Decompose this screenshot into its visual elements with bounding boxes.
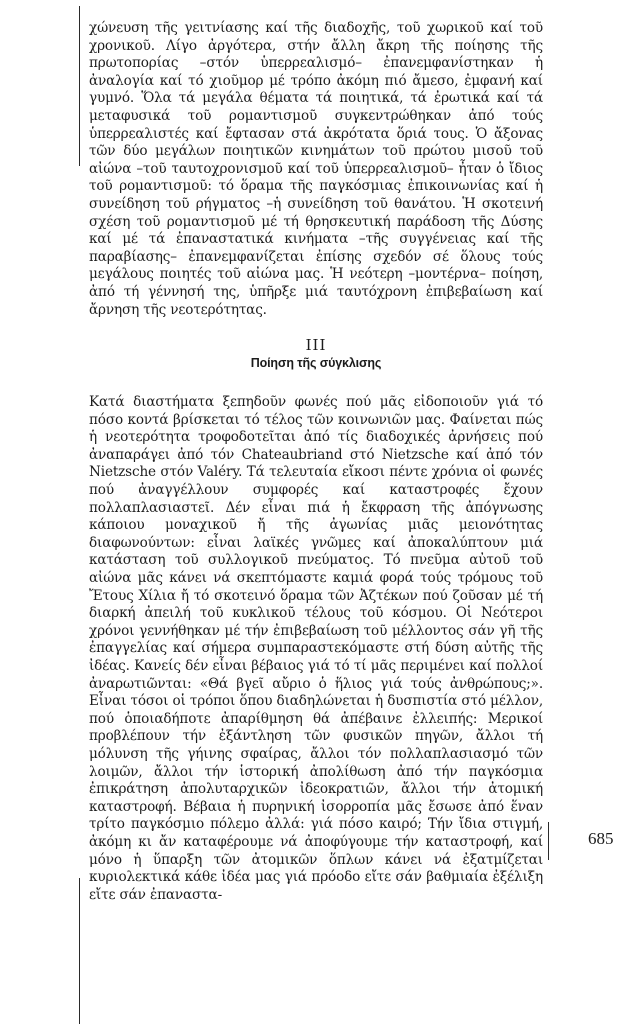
body-text xyxy=(89,20,543,904)
page-number-rule xyxy=(548,822,549,860)
paragraph-section-iii: Κατά διαστήματα ξεπηδοῦν φωνές πού μᾶς εἰδοποιοῦν γιά τό πόσο κοντά βρίσκεται τό τέλος τῶν κοινωνιῶν μας. Φαίνεται πώς ἡ νεοτερότητα τροφοδοτεῖται ἀπό τίς διαδοχικές ἀρνήσεις πού ἀναπαράγει ἀπό τόν Chateaubriand στό Nietzsche καί ἀπό τόν Nietzsche στόν Valéry. Τά τελευταία εἴκοσι πέντε χρόνια οἱ φωνές πού ἀναγγέλλουν συμφορές καί καταστροφές ἔχουν πολλαπλασιαστεῖ. Δέν εἶναι πιά ἡ ἔκφραση τῆς ἀπόγνωσης κάποιου μοναχικοῦ ἤ τῆς ἀγωνίας μιᾶς μειονότητας διαφωνούντων: εἶναι λαϊκές γνῶμες καί ἀποκαλύπτουν μιά κατάσταση τοῦ συλλογικοῦ πνεύματος. Τό πνεῦμα αὐτοῦ τοῦ αἰώνα μᾶς κάνει νά σκεπτόμαστε καμιά φορά τούς τρόμους τοῦ Ἔτους Χίλια ἤ τό σκοτεινό ὅραμα τῶν Ἀζτέκων πού ζοῦσαν μέ τή διαρκή ἀπειλή τοῦ κυκλικοῦ τέλους τοῦ κόσμου. Οἱ Νεότεροι χρόνοι γεννήθηκαν μέ τήν ἐπιβεβαίωση τοῦ μέλλοντος σάν γῆ τῆς ἐπαγγελίας καί σήμερα συμπαραστεκόμαστε στή δύση αὐτῆς τῆς ἰδέας. Κανείς δέν εἶναι βέβαιος γιά τό τί μᾶς περιμένει καί πολλοί ἀναρωτιῶνται: «Θά βγεῖ αὔριο ὁ ἥλιος γιά τούς ἀνθρώπους;». Εἶναι τόσοι οἱ τρόποι ὅπου διαδηλώνεται ἡ δυσπιστία στό μέλλον, πού ὁποιαδήποτε ἀπαρίθμηση θά ἀπέβαινε ἐλλειπής: Μερικοί προβλέπουν τήν ἐξάντληση τῶν φυσικῶν πηγῶν, ἄλλοι τή μόλυνση τῆς γήινης σφαίρας, ἄλλοι τόν πολλαπλασιασμό τῶν λοιμῶν, ἄλλοι τήν ἱστορική ἀπολίθωση ἀπό τήν παγκόσμια ἐπικράτηση ἀπολυταρχικῶν ἰδεοκρατιῶν, ἄλλοι τήν ἀτομική καταστροφή. Βέβαια ἡ πυρηνική ἰσορροπία μᾶς ἔσωσε ἀπό ἕναν τρίτο παγκόσμιο πόλεμο ἀλλά: γιά πόσο καιρό; Τήν ἴδια στιγμή, ἀκόμη κι ἄν καταφέρουμε νά ἀποφύγουμε τήν καταστροφή, καί μόνο ἡ ὕπαρξη τῶν ἀτομικῶν ὅπλων κάνει νά ἐξατμίζεται κυριολεκτικά κάθε ἰδέα μας γιά πρόοδο εἴτε σάν βαθμιαία ἐξέλιξη εἴτε σάν ἐπαναστα- xyxy=(89,394,543,903)
section-heading xyxy=(89,335,543,372)
margin-rule-top xyxy=(79,6,80,166)
margin-rule-bottom xyxy=(79,878,80,1024)
paragraph-continued: χώνευση τῆς γειτνίασης καί τῆς διαδοχῆς, τοῦ χωρικοῦ καί τοῦ χρονικοῦ. Λίγο ἀργότερα, στήν ἄλλη ἄκρη τῆς ποίησης τῆς πρωτοπορίας –στόν ὑπερρεαλισμό– ἐπανεμφανίστηκαν ἡ ἀναλογία καί τό χιοῦμορ μέ τρόπο ἀκόμη πιό ἄμεσο, ἐμφανή καί γυμνό. Ὅλα τά μεγάλα θέματα τά ποιητικά, τά ἐρωτικά καί τά μεταφυσικά τοῦ ρομαντισμοῦ συγκεντρώθηκαν ἀπό τούς ὑπερρεαλιστές καί ἔφτασαν στά ἀκρότατα ὅριά τους. Ὁ ἄξονας τῶν δύο μεγάλων ποιητικῶν κινημάτων τοῦ πρώτου μισοῦ τοῦ αἰώνα –τοῦ ταυτοχρονισμοῦ καί τοῦ ὑπερρεαλισμοῦ– ἦταν ὁ ἴδιος τοῦ ρομαντισμοῦ: τό ὅραμα τῆς παγκόσμιας ἐπικοινωνίας καί ἡ συνείδηση τοῦ ρήγματος –ἡ συνείδηση τοῦ θανάτου. Ἡ σκοτεινή σχέση τοῦ ρομαντισμοῦ μέ τή θρησκευτική παράδοση τῆς Δύσης καί μέ τά ἐπαναστατικά κινήματα –τῆς συγγένειας καί τῆς παραβίασης– ἐπανεμφανίζεται ἐπίσης σχεδόν σέ ὅλους τούς μεγάλους ποιητές τοῦ αἰώνα μας. Ἡ νεότερη –μοντέρνα– ποίηση, ἀπό τή γέννησή της, ὑπῆρξε μιά ταυτόχρονη ἐπιβεβαίωση καί ἄρνηση τῆς νεοτερότητας. xyxy=(89,20,543,318)
section-numeral: III xyxy=(305,336,327,355)
page-number: 685 xyxy=(588,829,614,848)
section-title: Ποίηση τῆς σύγκλισης xyxy=(250,356,382,371)
